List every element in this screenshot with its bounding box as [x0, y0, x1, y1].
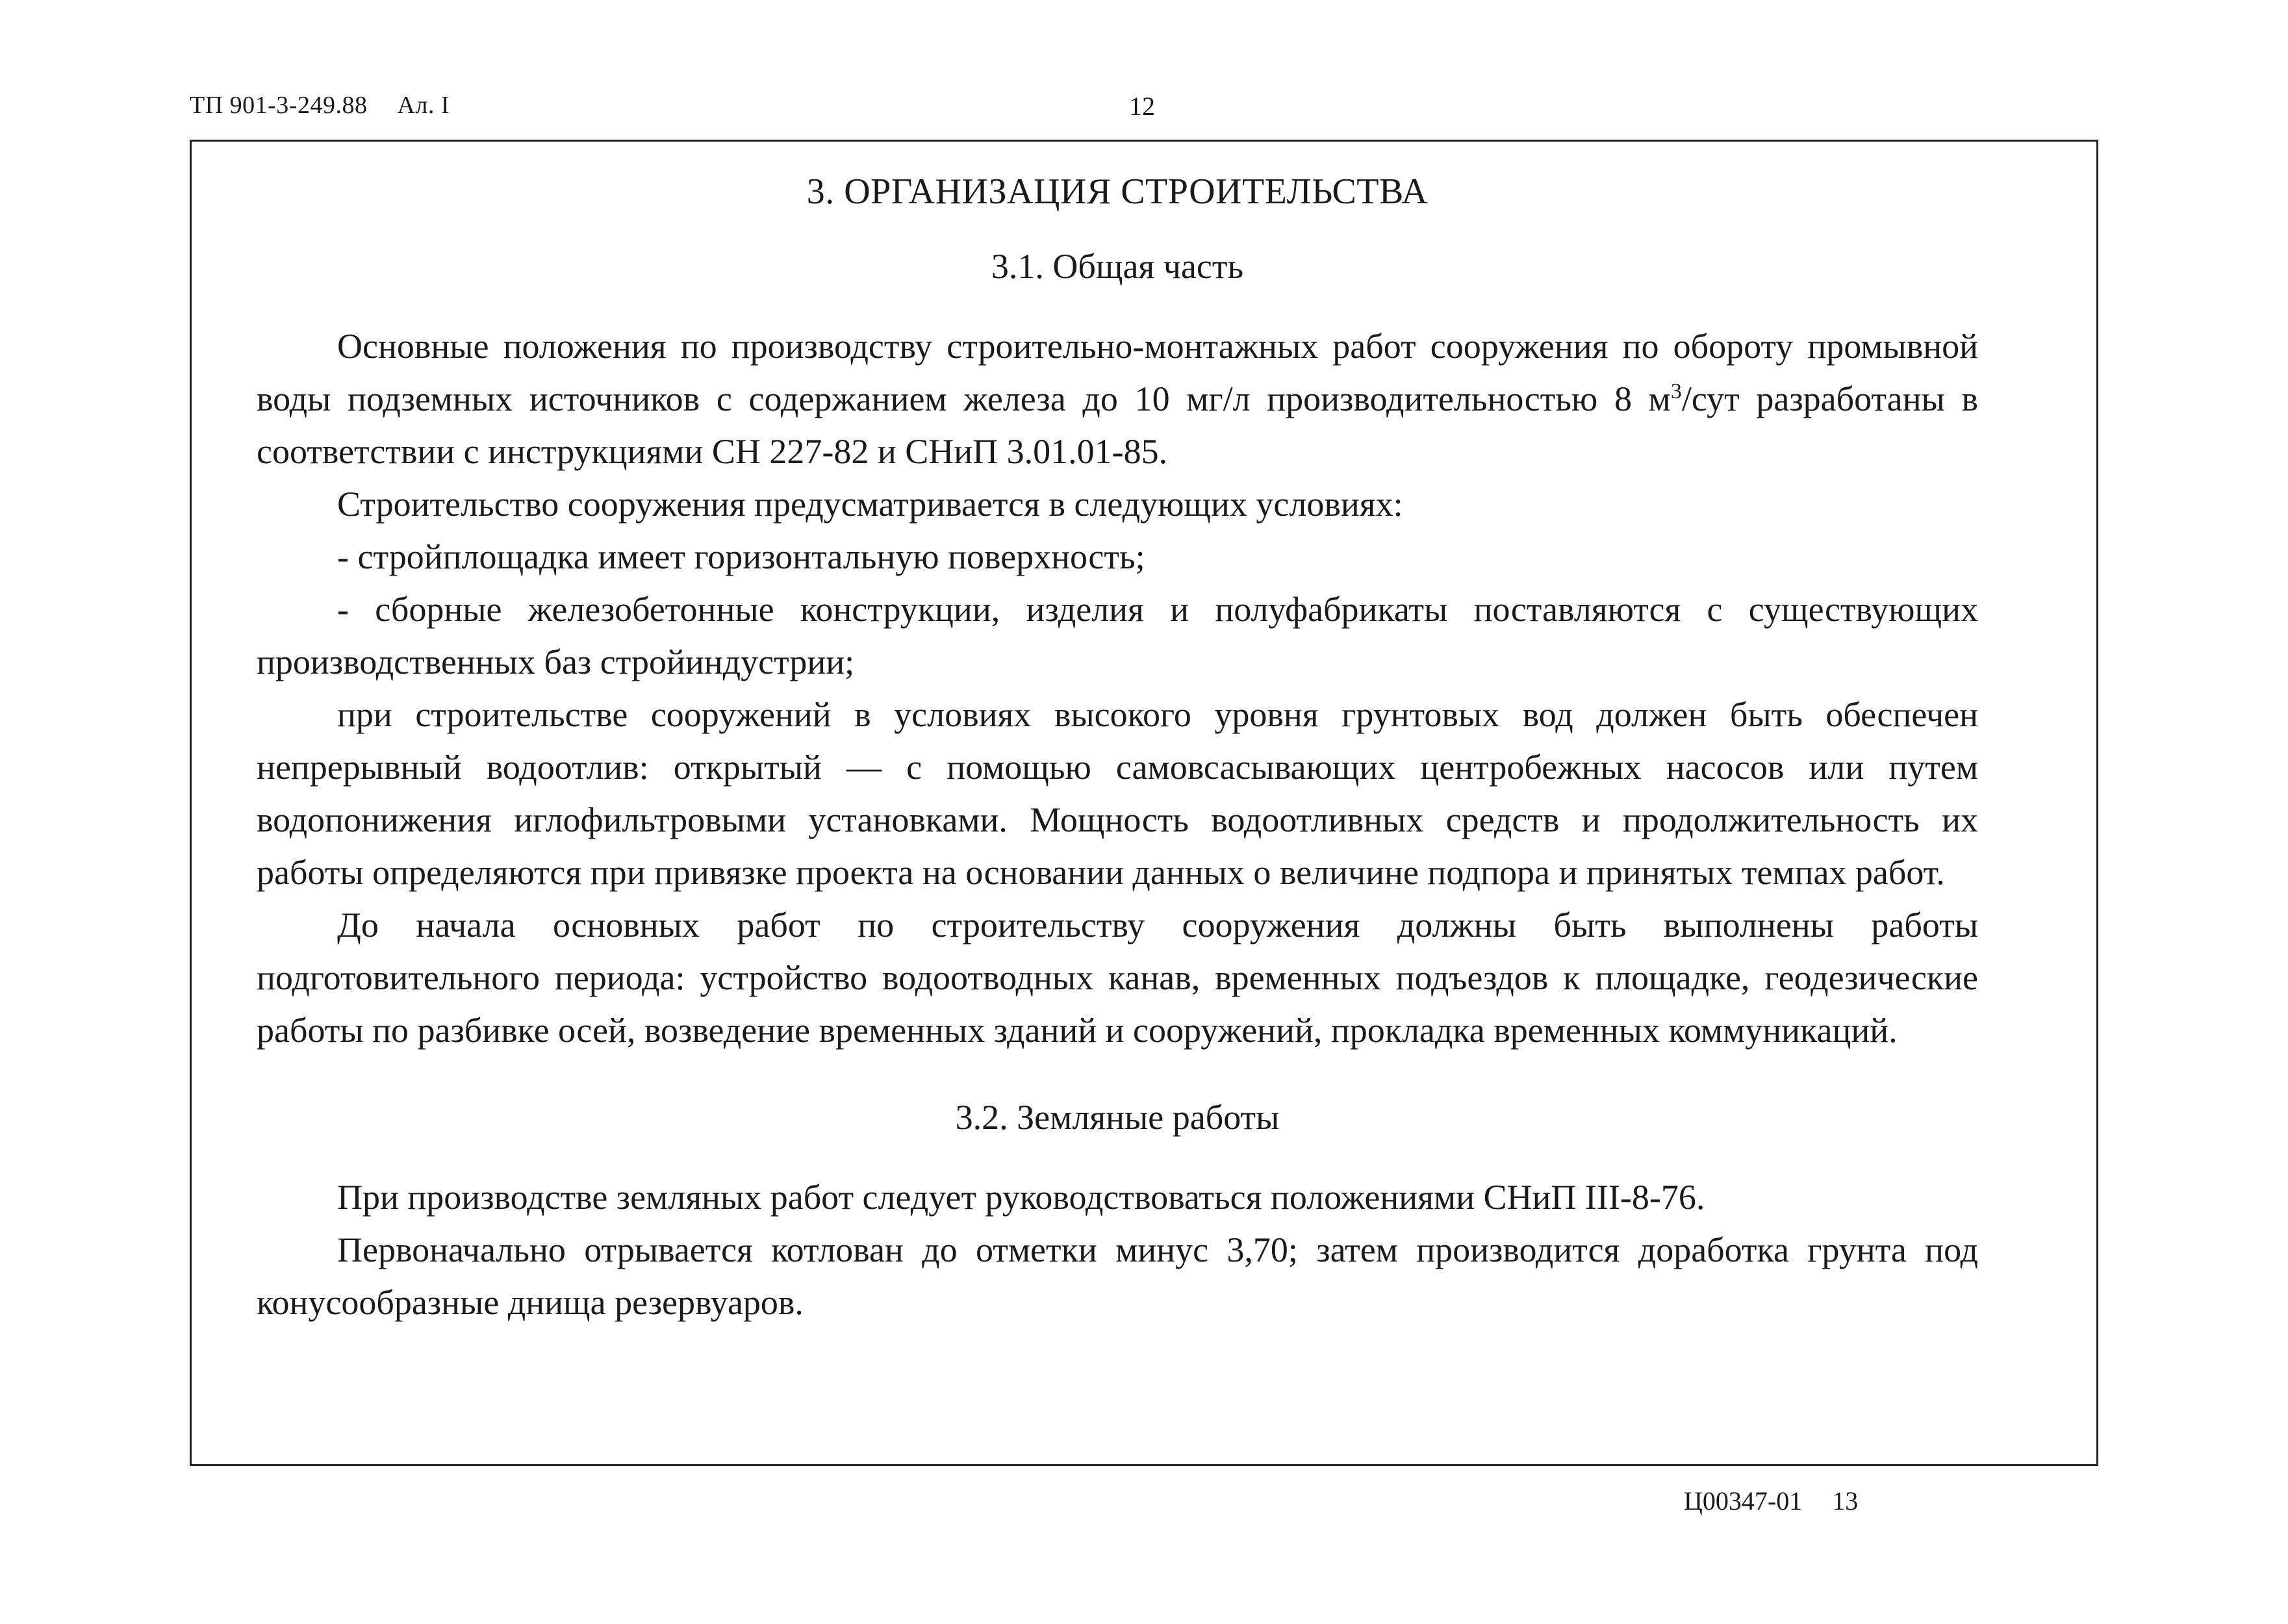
subsection-title-earthworks: 3.2. Земляные работы [955, 1098, 1280, 1137]
paragraph: Основные положения по производству строительно-монтажных работ сооружения по обороту промывной воды подземных источников с содержанием железа до 10 мг/л производительностью 8 $м^3$/сут разработаны в соответствии с инструкциями СН 227-82 и СНиП 3.01.01-85. [257, 327, 1978, 471]
subsection-title-general: 3.1. Общая часть [991, 247, 1244, 286]
paragraph: При производстве земляных работ следует руководствоваться положениями СНиП III-8-76. [337, 1178, 1705, 1217]
document-header [190, 91, 450, 120]
paragraph: Первоначально отрывается котлован до отметки минус 3,70; затем производится доработка грунта под конусообразные днища резервуаров. [257, 1230, 1978, 1322]
content-frame [190, 140, 2098, 1466]
paragraph: при строительстве сооружений в условиях высокого уровня грунтовых вод должен быть обеспечен непрерывный водоотлив: открытый — с помощью самовсасывающих центробежных насосов или путем водопонижения иглофильтровыми установками. Мощность водоотливных средств и продолжительность их работы определяются при привязке проекта на основании данных о величине подпора и принятых темпах работ. [257, 695, 1978, 892]
list-item: - стройплощадка имеет горизонтальную поверхность; [337, 537, 1145, 576]
page-number: 12 [1129, 92, 1155, 121]
document-footer [1684, 1486, 1858, 1516]
page-content [257, 142, 1978, 1329]
paragraph: До начала основных работ по строительству сооружения должны быть выполнены работы подготовительного периода: устройство водоотводных канав, временных подъездов к площадке, геодезические работы по разбивке осей, возведение временных зданий и сооружений, прокладка временных коммуникаций. [257, 906, 1978, 1050]
footer-number: 13 [1832, 1486, 1859, 1516]
footer-code: Ц00347-01 [1684, 1486, 1803, 1516]
paragraph: Строительство сооружения предусматривается в следующих условиях: [337, 485, 1403, 524]
superscript: 3 [1670, 379, 1682, 403]
section-title: 3. ОРГАНИЗАЦИЯ СТРОИТЕЛЬСТВА [806, 171, 1429, 212]
list-item: - сборные железобетонные конструкции, изделия и полуфабрикаты поставляются с существующих производственных баз стройиндустрии; [257, 590, 1978, 681]
document-code: ТП 901-3-249.88 [190, 92, 368, 119]
sheet-label: Ал. I [397, 92, 450, 119]
